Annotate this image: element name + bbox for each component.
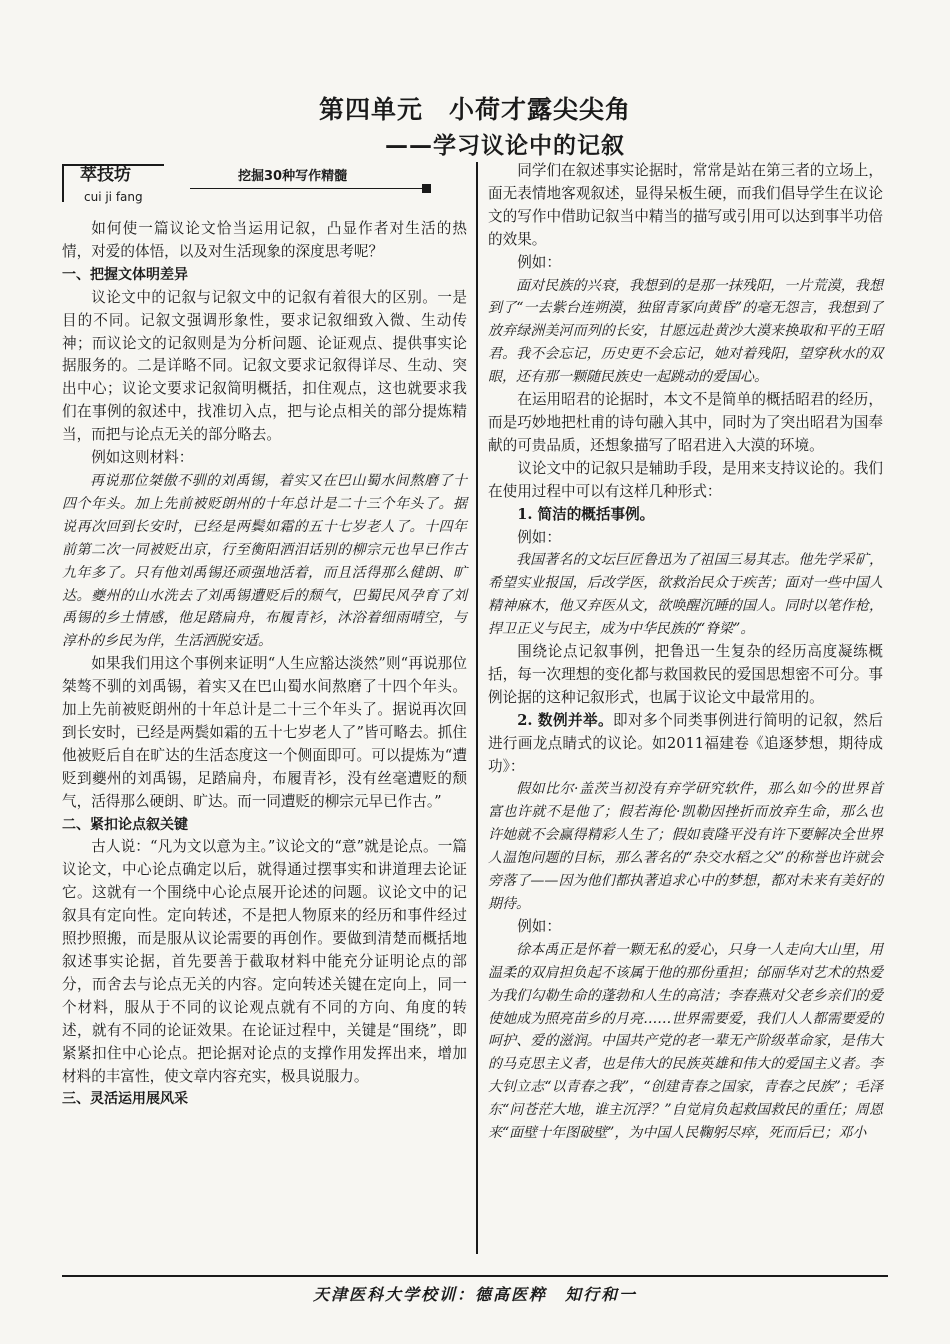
example-label-1: 例如：: [517, 253, 561, 271]
section1-paragraph-1: 议论文中的记叙与记叙文中的记叙有着很大的区别。一是目的不同。记叙文强调形象性，要求记叙细致入微、生动传神；而议论文的记叙则是为分析问题、论证观点、提供事实论据服务的。二是详略不同。记叙文要求记叙得详尽、生动、突出中心；议论文要求记叙简明概括，扣住观点，这也就要求我们在事例的叙述中，找准切入点，把与论点相关的部分提炼精当，而把与论点无关的部分略去。: [62, 288, 467, 444]
footer-rule: [62, 1275, 888, 1277]
form-heading-2: 2. 数例并举。: [517, 711, 614, 729]
right-paragraph-3: 议论文中的记叙只是辅助手段，是用来支持议论的。我们在使用过程中可以有这样几种形式：: [488, 459, 883, 500]
quote-love: 徐本禹正是怀着一颗无私的爱心，只身一人走向大山里，用温柔的双肩担负起不该属于他的那份重担；邰丽华对艺术的热爱为我们勾勒生命的蓬勃和人生的高洁；李春燕对父老乡亲们的爱使她成为照亮苗乡的月亮……世界需要爱，我们人人都需要爱的呵护、爱的滋润。中国共产党的老一辈无产阶级革命家，是伟大的马克思主义者，也是伟大的民族英雄和伟大的爱国主义者。李大钊立志“以青春之我”，“创建青春之国家，青春之民族”；毛泽东“问苍茫大地，谁主沉浮？”自觉肩负起救国救民的重任；周恩来“面壁十年图破壁”，为中国人民鞠躬尽瘁，死而后已；邓小: [488, 941, 883, 1142]
column-logo: [62, 160, 467, 206]
logo-pinyin: cui ji fang: [84, 190, 143, 204]
unit-subtitle: ——学习议论中的记叙: [385, 133, 625, 159]
example-label-2: 例如：: [517, 528, 561, 546]
form-heading-1: 1. 简洁的概括事例。: [517, 505, 655, 523]
section2-paragraph-1: 古人说：“凡为文以意为主。”议论文的“意”就是论点。一篇议论文，中心论点确定以后，就得通过摆事实和讲道理去论证它。这就有一个围绕中心论点展开论述的问题。议论文中的记叙具有定向性。定向转述，不是把人物原来的经历和事件经过照抄照搬，而是服从议论需要的再创作。要做到清楚而概括地叙述事实论据，首先要善于截取材料中能充分证明论点的部分，而舍去与论点无关的内容。定向转述关键在定向上，同一个材料，服从于不同的议论观点就有不同的方向、角度的转述，就有不同的论证效果。在论证过程中，关键是“围绕”，即紧紧扣住中心论点。把论据对论点的支撑作用发挥出来，增加材料的丰富性，使文章内容充实，极具说服力。: [62, 838, 467, 1085]
section-heading-1: 一、把握文体明差异: [62, 266, 188, 283]
right-paragraph-1: 同学们在叙述事实论据时，常常是站在第三者的立场上，面无表情地客观叙述，显得呆板生硬，而我们倡导学生在议论文的写作中借助记叙当中精当的描写或引用可以达到事半功倍的效果。: [488, 162, 883, 248]
right-column: [488, 160, 883, 1145]
column-divider: [476, 162, 478, 1254]
logo-tagline: 挖掘30种写作精髓: [238, 169, 348, 184]
section1-quote: 再说那位桀傲不驯的刘禹锡，着实又在巴山蜀水间熬磨了十四个年头。加上先前被贬朗州的十年总计是二十三个年头了。据说再次回到长安时，已经是两鬓如霜的五十七岁老人了。十四年前第二次一同被贬出京，行至衡阳洒泪话别的柳宗元也早已作古九年多了。只有他刘禹锡还顽强地活着，而且活得那么健朗、旷达。夔州的山水洗去了刘禹锡遭贬后的颓气，巴蜀民风孕育了刘禹锡的乡土情感，他足踏扁舟，布履青衫，沐浴着细雨晴空，与淳朴的乡民为伴，生活洒脱安适。: [62, 472, 467, 650]
footer-motto: 天津医科大学校训：德高医粹 知行和一: [312, 1285, 637, 1304]
quote-luxun: 我国著名的文坛巨匠鲁迅为了祖国三易其志。他先学采矿，希望实业报国，后改学医，欲救治民众于疾苦；面对一些中国人精神麻木，他又弃医从文，欲唤醒沉睡的国人。同时以笔作枪，捍卫正义与民主，成为中华民族的“脊梁”。: [488, 552, 883, 638]
quote-zhaojun: 面对民族的兴衰，我想到的是那一抹残阳，一片荒漠，我想到了“一去紫台连朔漠，独留青冢向黄昏”的毫无怨言，我想到了放弃绿洲美河而列的长安，甘愿远赴黄沙大漠来换取和平的王昭君。我不会忘记，历史更不会忘记，她对着残阳，望穿秋水的双眼，还有那一颗随民族史一起跳动的爱国心。: [488, 277, 883, 386]
section-heading-3: 三、灵活运用展风采: [62, 1091, 188, 1108]
unit-title: 第四单元 小荷才露尖尖角: [318, 95, 631, 124]
left-column: [62, 160, 467, 1111]
form-2-paragraph: [488, 710, 883, 779]
section-heading-2: 二、紧扣论点叙关键: [62, 816, 188, 833]
section1-paragraph-2: 如果我们用这个事例来证明“人生应豁达淡然”则“再说那位桀骜不驯的刘禹锡，着实又在巴山蜀水间熬磨了十四个年头。加上先前被贬朗州的十年总计是二十三个年头了。据说再次回到长安时，已经是两鬓如霜的五十七岁老人了”皆可略去。抓住他被贬后自在旷达的生活态度这一个侧面即可。可以提炼为“遭贬到夔州的刘禹锡，足踏扁舟，布履青衫，没有丝毫遭贬的颓气，活得那么硬朗、旷达。而一同遭贬的柳宗元早已作古。”: [62, 655, 467, 810]
logo-name: 萃技坊: [80, 165, 131, 185]
right-paragraph-2: 在运用昭君的论据时，本文不是简单的概括昭君的经历，而是巧妙地把杜甫的诗句融入其中，同时为了突出昭君为国奉献的可贵品质，还想象描写了昭君进入大漠的环境。: [488, 391, 883, 454]
example-label-3: 例如：: [517, 917, 561, 935]
intro-paragraph: 如何使一篇议论文恰当运用记叙，凸显作者对生活的热情，对爱的体悟，以及对生活现象的深度思考呢？: [62, 220, 467, 260]
logo-square-icon: [422, 184, 431, 193]
quote-dreams: 假如比尔·盖茨当初没有弃学研究软件，那么如今的世界首富也许就不是他了；假若海伦·凯勒因挫折而放弃生命，那么也许她就不会赢得精彩人生了；假如袁隆平没有许下要解决全世界人温饱问题的目标，那么著名的“杂交水稻之父”的称誉也许就会旁落了——因为他们都执著追求心中的梦想，都对未来有美好的期待。: [488, 781, 883, 912]
right-paragraph-5: 即对多个同类事例进行简明的记叙，然后进行画龙点睛式的议论。如2011福建卷《追逐梦想，期待成功》：: [488, 711, 883, 775]
right-paragraph-4: 围绕论点记叙事例，把鲁迅一生复杂的经历高度凝练概括，每一次理想的变化都与救国救民的爱国思想密不可分。事例论据的这种记叙形式，也属于议论文中最常用的。: [488, 643, 883, 706]
section1-example-intro: 例如这则材料：: [91, 449, 194, 467]
